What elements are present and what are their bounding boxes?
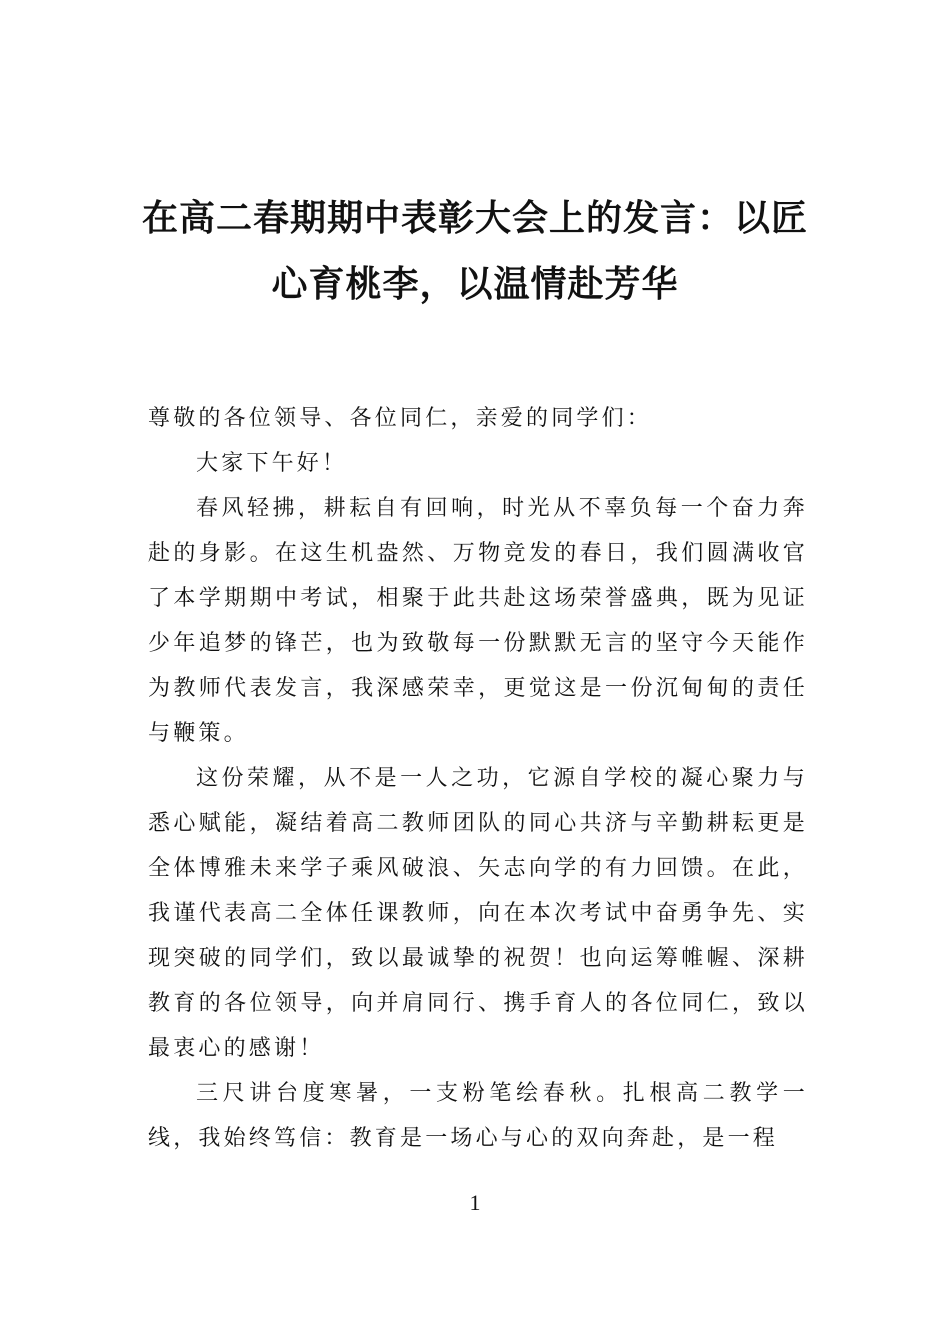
greeting: 大家下午好！ (196, 451, 348, 476)
page-number: 1 (469, 1190, 481, 1215)
document-title-line-2: 心育桃李，以温情赴芳华 (271, 263, 679, 305)
document-body (148, 396, 808, 1161)
body-paragraph-1: 春风轻拂，耕耘自有回响，时光从不辜负每一个奋力奔赴的身影。在这生机盎然、万物竞发的春日，我们圆满收官了本学期期中考试，相聚于此共赴这场荣誉盛典，既为见证少年追梦的锋芒，也为致敬每一份默默无言的坚守今天能作为教师代表发言，我深感荣幸，更觉这是一份沉甸甸的责任与鞭策。 (148, 496, 808, 746)
body-paragraph-2: 这份荣耀，从不是一人之功，它源自学校的凝心聚力与悉心赋能，凝结着高二教师团队的同心共济与辛勤耕耘更是全体博雅未来学子乘风破浪、矢志向学的有力回馈。在此，我谨代表高二全体任课教师，向在本次考试中奋勇争先、实现突破的同学们，致以最诚挚的祝贺！也向运筹帷幄、深耕教育的各位领导，向并肩同行、携手育人的各位同仁，致以最衷心的感谢！ (148, 766, 808, 1061)
salutation: 尊敬的各位领导、各位同仁，亲爱的同学们： (148, 406, 653, 431)
document-title-line-1: 在高二春期期中表彰大会上的发言：以匠 (141, 197, 808, 239)
body-paragraph-3: 三尺讲台度寒暑，一支粉笔绘春秋。扎根高二教学一线，我始终笃信：教育是一场心与心的双向奔赴，是一程 (148, 1081, 808, 1151)
